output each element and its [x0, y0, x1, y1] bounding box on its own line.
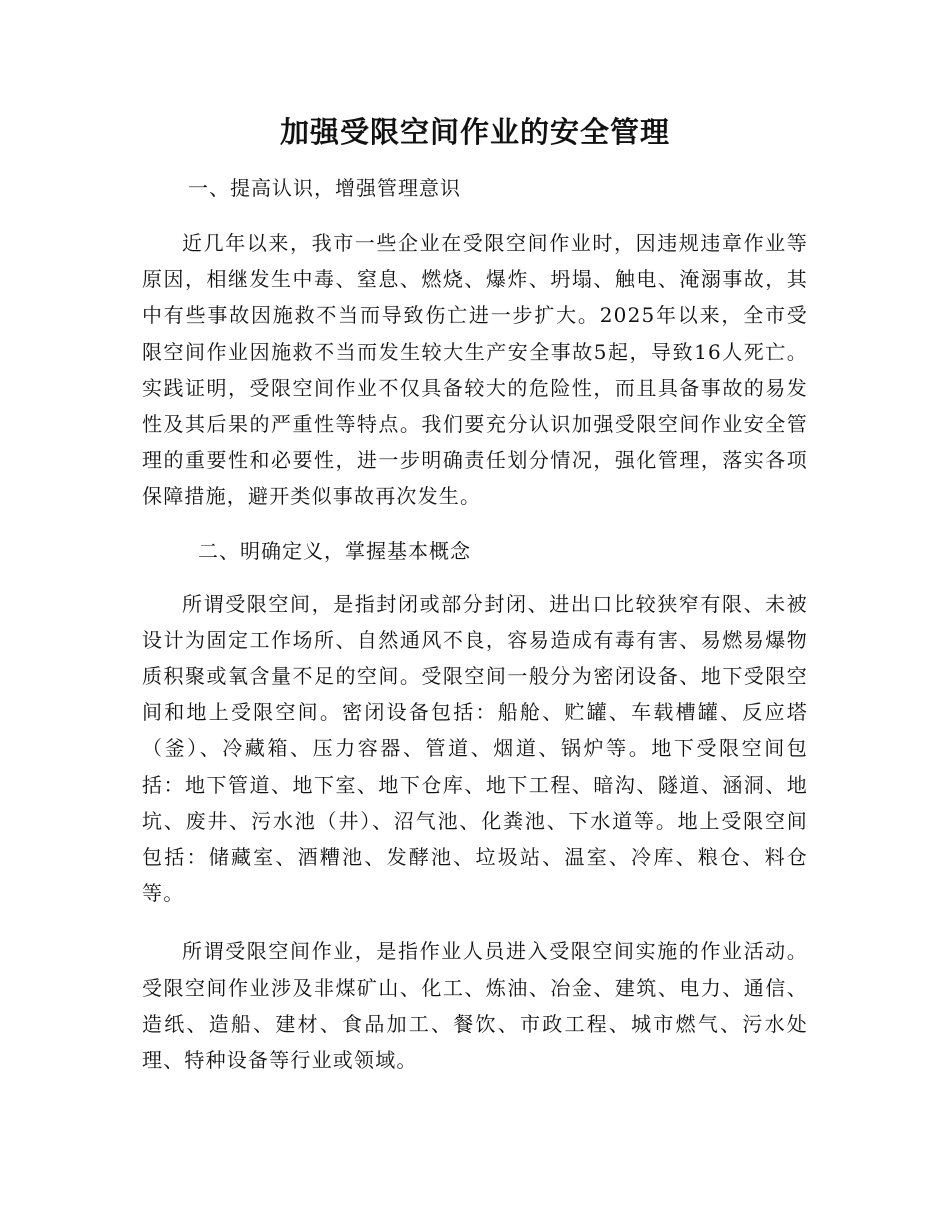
- section-heading-2: 二、明确定义，掌握基本概念: [198, 538, 471, 563]
- section-heading-1: 一、提高认识，增强管理意识: [188, 176, 461, 200]
- section-2-paragraph-2: 所谓受限空间作业，是指作业人员进入受限空间实施的作业活动。受限空间作业涉及非煤矿山、化工、炼油、冶金、建筑、电力、通信、造纸、造船、建材、食品加工、餐饮、市政工程、城市燃气、污水处理、特种设备等行业或领域。: [142, 939, 808, 1073]
- section-2-paragraph-1: 所谓受限空间，是指封闭或部分封闭、进出口比较狭窄有限、未被设计为固定工作场所、自然通风不良，容易造成有毒有害、易燃易爆物质积聚或氧含量不足的空间。受限空间一般分为密闭设备、地下受限空间和地上受限空间。密闭设备包括：船舱、贮罐、车载槽罐、反应塔（釜）、冷藏箱、压力容器、管道、烟道、锅炉等。地下受限空间包括：地下管道、地下室、地下仓库、地下工程、暗沟、隧道、涵洞、地坑、废井、污水池（井）、沼气池、化粪池、下水道等。地上受限空间包括：储藏室、酒糟池、发酵池、垃圾站、温室、冷库、粮仓、料仓等。: [142, 591, 808, 906]
- document-title: 加强受限空间作业的安全管理: [279, 115, 670, 149]
- section-1-paragraph-1: 近几年以来，我市一些企业在受限空间作业时，因违规违章作业等原因，相继发生中毒、窒息、燃烧、爆炸、坍塌、触电、淹溺事故，其中有些事故因施救不当而导致伤亡进一步扩大。2025年以来，全市受限空间作业因施救不当而发生较大生产安全事故5起，导致16人死亡。实践证明，受限空间作业不仅具备较大的危险性，而且具备事故的易发性及其后果的严重性等特点。我们要充分认识加强受限空间作业安全管理的重要性和必要性，进一步明确责任划分情况，强化管理，落实各项保障措施，避开类似事故再次发生。: [142, 231, 808, 509]
- document-page: [142, 112, 808, 1078]
